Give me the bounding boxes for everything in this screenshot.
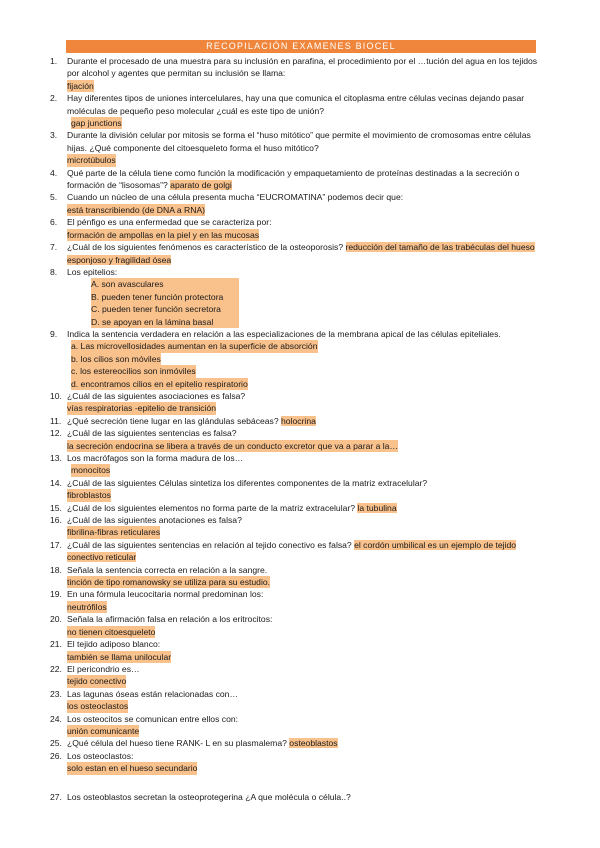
document-title: RECOPILACIÓN EXAMENES BIOCEL <box>66 40 536 53</box>
answer-highlight: osteoblastos <box>289 738 338 749</box>
answer-option: a. Las microvellosidades aumentan en la superficie de absorción <box>71 341 318 352</box>
question-number: 2. <box>50 93 58 104</box>
question-8 <box>50 266 550 328</box>
question-text: El pericondrio es… <box>67 663 140 674</box>
answer-highlight: neutrófilos <box>67 601 107 612</box>
question-text: ¿Cuál de las siguientes anotaciones es falsa? <box>67 515 242 526</box>
question-number: 27. <box>50 791 62 802</box>
answer-highlight: holocrina <box>281 415 316 426</box>
question-number: 9. <box>50 328 58 339</box>
answer-option: D. se apoyan en la lámina basal <box>91 316 239 328</box>
question-number: 25. <box>50 738 62 749</box>
question-number: 23. <box>50 688 62 699</box>
answer-highlight: el cordón umbilical es un ejemplo de tejido conectivo reticular <box>67 539 517 563</box>
question-17 <box>50 539 550 564</box>
question-text: Qué parte de la célula tiene como función la modificación y empaquetamiento de proteínas destinadas a la secreción o formación de “lisosomas”? <box>67 167 520 191</box>
question-number: 15. <box>50 502 62 513</box>
question-text: El tejido adiposo blanco: <box>67 639 161 650</box>
question-text: ¿Cuál de los siguientes elementos no forma parte de la matriz extracelular? <box>67 502 356 513</box>
spacer <box>50 775 550 791</box>
question-text: Los osteoblastos secretan la osteoprotegerina ¿A que molécula o célula..? <box>67 791 351 802</box>
answer-highlight: la tubulina <box>357 502 397 513</box>
answer-highlight: no tienen citoesqueleto <box>67 626 156 637</box>
question-9 <box>50 328 550 390</box>
question-20 <box>50 613 550 638</box>
question-text: Cuando un núcleo de una célula presenta mucha “EUCROMATINA” podemos decir que: <box>67 192 404 203</box>
question-text: ¿Cuál de las siguientes sentencias es falsa? <box>67 428 237 439</box>
question-number: 19. <box>50 589 62 600</box>
answer-highlight: reducción del tamaño de las trabéculas del hueso esponjoso y fragilidad ósea <box>67 242 535 265</box>
question-6 <box>50 216 550 241</box>
question-24 <box>50 713 550 738</box>
question-text: Hay diferentes tipos de uniones intercelulares, hay una que comunica el citoplasma entre células vecinas dejando pasar moléculas de pequeño peso molecular ¿cuál es este tipo de unión? <box>67 93 525 116</box>
question-number: 17. <box>50 539 62 550</box>
question-number: 11. <box>50 415 62 426</box>
answer-option: b. los cilios son móviles <box>71 353 161 364</box>
question-22 <box>50 663 550 688</box>
question-21 <box>50 638 550 663</box>
answer-highlight: aparato de golgi <box>170 180 232 191</box>
question-number: 3. <box>50 130 58 141</box>
answer-option: c. los estereocilios son inmóviles <box>71 366 196 377</box>
question-18 <box>50 564 550 589</box>
question-10 <box>50 390 550 415</box>
question-text: Durante el procesado de una muestra para su inclusión en parafina, el procedimiento por el …tución del agua en los tejidos por alcohol y agentes que permitan su inclusión se llama: <box>67 56 538 79</box>
question-number: 8. <box>50 266 58 277</box>
question-text: ¿Cuál de las siguientes Células sintetiza los diferentes componentes de la matriz extracelular? <box>67 477 428 488</box>
question-number: 18. <box>50 564 62 575</box>
question-23 <box>50 688 550 713</box>
question-text: Durante la división celular por mitosis se forma el “huso mitótico” que permite el movimiento de cromosomas entre células hijas. ¿Qué componente del citoesqueleto forma el huso mitótico? <box>67 130 531 153</box>
question-12 <box>50 427 550 452</box>
question-number: 12. <box>50 428 62 439</box>
question-14 <box>50 477 550 502</box>
question-text: Indica la sentencia verdadera en relación a las especializaciones de la membrana apical de las células epiteliales. <box>67 328 501 339</box>
question-number: 20. <box>50 614 62 625</box>
question-27 <box>50 791 550 803</box>
question-number: 14. <box>50 477 62 488</box>
question-7 <box>50 241 550 266</box>
answer-option: A. son avasculares <box>91 278 239 290</box>
question-text: Señala la sentencia correcta en relación a la sangre. <box>67 564 268 575</box>
question-number: 6. <box>50 217 58 228</box>
question-number: 10. <box>50 390 62 401</box>
answer-option: B. pueden tener función protectora <box>91 291 239 303</box>
answer-highlight: los osteoclastos <box>67 701 129 712</box>
question-3 <box>50 129 550 166</box>
question-4 <box>50 167 550 192</box>
question-text: ¿Cuál de las siguientes asociaciones es falsa? <box>67 390 246 401</box>
question-16 <box>50 514 550 539</box>
answer-highlight: formación de ampollas en la piel y en las mucosas <box>67 229 260 240</box>
question-number: 5. <box>50 192 58 203</box>
question-15 <box>50 502 550 514</box>
question-26 <box>50 750 550 775</box>
question-number: 4. <box>50 167 58 178</box>
question-number: 24. <box>50 713 62 724</box>
answer-highlight: fijación <box>67 80 94 91</box>
question-text: Los osteoclastos: <box>67 750 134 761</box>
question-text: El pénfigo es una enfermedad que se caracteriza por: <box>67 217 272 228</box>
question-19 <box>50 588 550 613</box>
question-text: Las lagunas óseas están relacionadas con… <box>67 688 239 699</box>
question-text: ¿Qué célula del hueso tiene RANK- L en su plasmalema? <box>67 738 287 749</box>
answer-option: d. encontramos cilios en el epitelio respiratorio <box>71 378 248 389</box>
answer-highlight: vías respiratorias -epitelio de transición <box>67 403 217 414</box>
question-25 <box>50 737 550 749</box>
answer-highlight: gap junctions <box>71 118 122 129</box>
question-11 <box>50 415 550 427</box>
question-number: 21. <box>50 639 62 650</box>
answer-highlight: microtúbulos <box>67 155 116 166</box>
answer-highlight: monocitos <box>71 465 111 476</box>
answer-highlight: fibroblastos <box>67 490 111 501</box>
question-1 <box>50 55 550 92</box>
answer-option: C. pueden tener función secretora <box>91 303 239 315</box>
answer-highlight: solo estan en el hueso secundario <box>67 763 198 774</box>
answer-highlight: está transcribiendo (de DNA a RNA) <box>67 204 206 215</box>
answer-highlight: unión comunicante <box>67 725 140 736</box>
question-text: En una fórmula leucocitaria normal predominan los: <box>67 589 264 600</box>
question-text: Los osteocitos se comunican entre ellos con: <box>67 713 239 724</box>
answer-highlight: tejido conectivo <box>67 676 127 687</box>
question-number: 26. <box>50 750 62 761</box>
question-number: 7. <box>50 242 58 253</box>
question-text: ¿Cuál de las siguientes sentencias en relación al tejido conectivo es falsa? <box>67 539 352 550</box>
answer-highlight: también se llama unilocular <box>67 651 172 662</box>
question-text: ¿Cuál de los siguientes fenómenos es característico de la osteoporosis? <box>67 242 344 253</box>
answer-highlight: fibrilina-fibras reticulares <box>67 527 161 538</box>
answer-highlight: tinción de tipo romanowsky se utiliza para su estudio. <box>67 577 271 588</box>
question-text: Los epitelios: <box>67 266 118 277</box>
question-number: 22. <box>50 663 62 674</box>
question-5 <box>50 191 550 216</box>
question-number: 13. <box>50 453 62 463</box>
question-13 <box>50 452 550 477</box>
question-2 <box>50 92 550 129</box>
question-text: Señala la afirmación falsa en relación a los eritrocitos: <box>67 614 273 625</box>
question-text: ¿Qué secreción tiene lugar en las glándulas sebáceas? <box>67 415 279 426</box>
question-list <box>50 55 550 803</box>
question-number: 16. <box>50 515 62 526</box>
question-number: 1. <box>50 56 58 66</box>
answer-highlight: la secreción endocrina se libera a través de un conducto excretor que va a parar a la… <box>67 440 399 451</box>
question-text: Los macrófagos son la forma madura de los… <box>67 453 244 463</box>
